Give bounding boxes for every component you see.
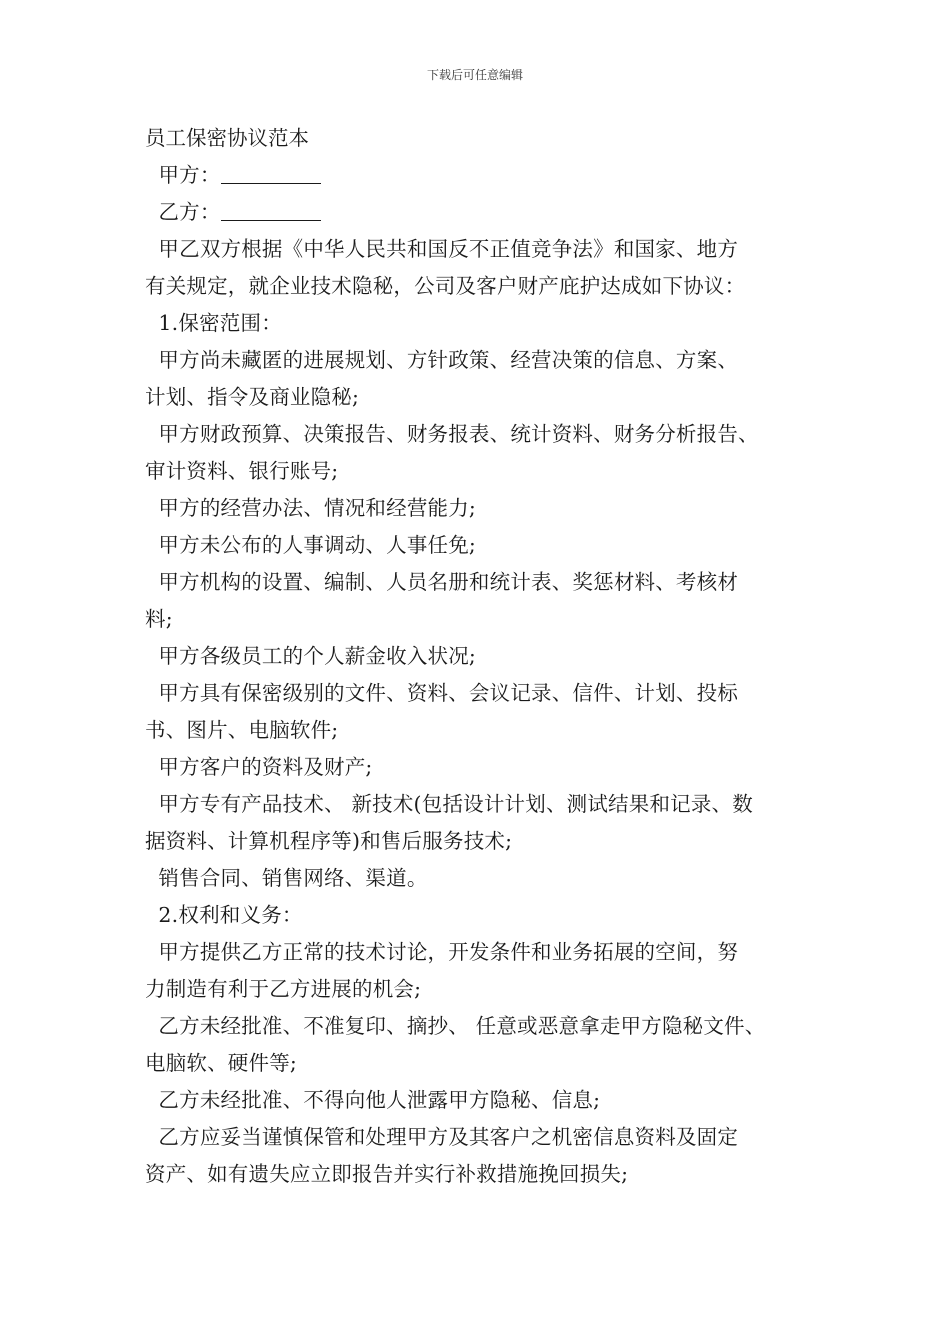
body-line: 有关规定，就企业技术隐秘，公司及客户财产庇护达成如下协议： [145, 274, 746, 298]
body-line: 甲方提供乙方正常的技术讨论，开发条件和业务拓展的空间，努 [145, 940, 739, 964]
body-line: 乙方未经批准、不得向他人泄露甲方隐秘、信息; [145, 1088, 601, 1112]
body-line: 甲方尚未藏匿的进展规划、方针政策、经营决策的信息、方案、 [145, 348, 739, 372]
body-line: 甲方未公布的人事调动、人事任免; [145, 533, 477, 557]
party-a-line [145, 157, 835, 194]
body-text [145, 231, 835, 1193]
document-body [145, 120, 835, 1193]
body-line: 甲方客户的资料及财产; [145, 755, 373, 779]
body-line: 甲方各级员工的个人薪金收入状况; [145, 644, 477, 668]
body-line: 甲乙双方根据《中华人民共和国反不正值竞争法》和国家、地方 [145, 237, 739, 261]
body-line: 甲方专有产品技术、 新技术(包括设计计划、测试结果和记录、数 [145, 792, 753, 816]
body-line: 据资料、计算机程序等)和售后服务技术; [145, 829, 513, 853]
body-line: 甲方的经营办法、情况和经营能力; [145, 496, 477, 520]
body-line: 计划、指令及商业隐秘; [145, 385, 360, 409]
page-header: 下载后可任意编辑 [426, 68, 523, 82]
body-line: 审计资料、银行账号; [145, 459, 339, 483]
party-b-line [145, 194, 835, 231]
body-line: 资产、如有遗失应立即报告并实行补救措施挽回损失; [145, 1162, 629, 1186]
party-b-label: 乙方： [158, 200, 221, 224]
body-line: 料; [145, 607, 173, 631]
body-line: 电脑软、硬件等; [145, 1051, 298, 1075]
party-a-label: 甲方： [158, 163, 221, 187]
body-line: 甲方机构的设置、编制、人员名册和统计表、奖惩材料、考核材 [145, 570, 739, 594]
party-a-blank [221, 163, 321, 184]
section-heading: 1.保密范围： [145, 311, 282, 335]
body-line: 力制造有利于乙方进展的机会; [145, 977, 422, 1001]
body-line: 书、图片、电脑软件; [145, 718, 339, 742]
body-line: 乙方应妥当谨慎保管和处理甲方及其客户之机密信息资料及固定 [145, 1125, 739, 1149]
document-title: 员工保密协议范本 [145, 126, 309, 150]
party-b-blank [221, 200, 321, 221]
body-line: 乙方未经批准、不准复印、摘抄、 任意或恶意拿走甲方隐秘文件、 [145, 1014, 766, 1038]
section-heading: 2.权利和义务： [145, 903, 303, 927]
body-line: 甲方具有保密级别的文件、资料、会议记录、信件、计划、投标 [145, 681, 739, 705]
body-line: 甲方财政预算、决策报告、财务报表、统计资料、财务分析报告、 [145, 422, 759, 446]
body-line: 销售合同、销售网络、渠道。 [145, 866, 428, 890]
